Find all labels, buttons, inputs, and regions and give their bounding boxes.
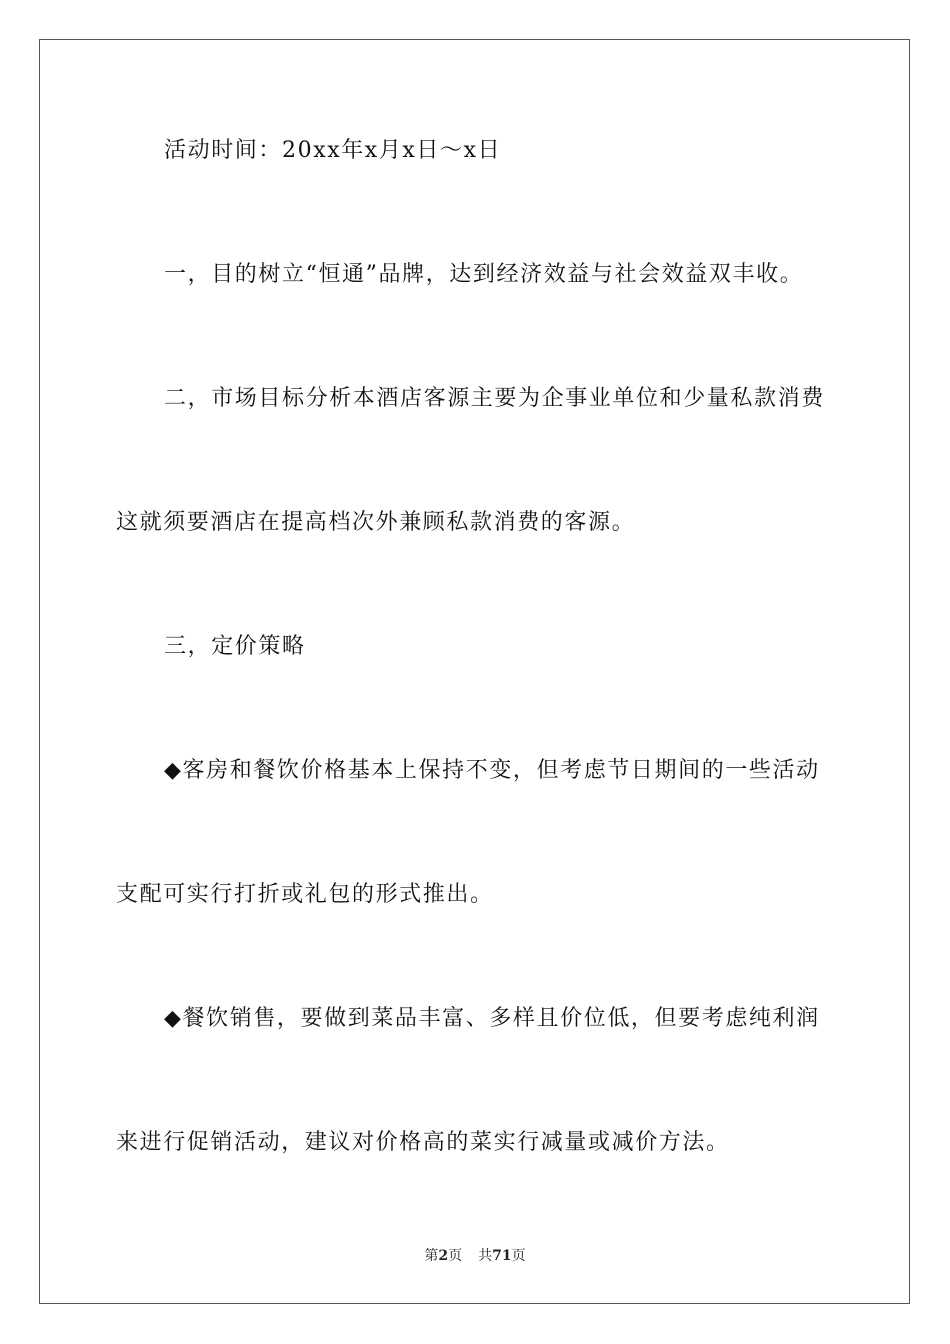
pricing-bullet-two: ◆餐饮销售，要做到菜品丰富、多样且价位低，但要考虑纯利润 (164, 1006, 820, 1031)
section-two-line: 二，市场目标分析本酒店客源主要为企事业单位和少量私款消费 (164, 386, 825, 411)
pricing-bullet-two-continuation: 来进行促销活动，建议对价格高的菜实行减量或减价方法。 (116, 1130, 730, 1155)
total-pages: 71 (492, 1248, 512, 1264)
total-suffix: 页 (511, 1248, 526, 1264)
page-prefix: 第 (424, 1248, 439, 1264)
section-two-continuation: 这就须要酒店在提高档次外兼顾私款消费的客源。 (116, 510, 636, 535)
pricing-bullet-one-continuation: 支配可实行打折或礼包的形式推出。 (116, 882, 494, 907)
section-three-heading: 三，定价策略 (164, 634, 306, 659)
activity-time-line: 活动时间：20xx年x月x日～x日 (164, 138, 502, 163)
page-number: 2 (438, 1248, 449, 1264)
page-suffix: 页 (448, 1248, 463, 1264)
pricing-bullet-one: ◆客房和餐饮价格基本上保持不变，但考虑节日期间的一些活动 (164, 758, 820, 783)
section-one-line: 一，目的树立“恒通”品牌，达到经济效益与社会效益双丰收。 (164, 262, 804, 287)
total-prefix: 共 (478, 1248, 493, 1264)
page-footer (0, 1246, 950, 1266)
page-border (39, 39, 910, 1304)
